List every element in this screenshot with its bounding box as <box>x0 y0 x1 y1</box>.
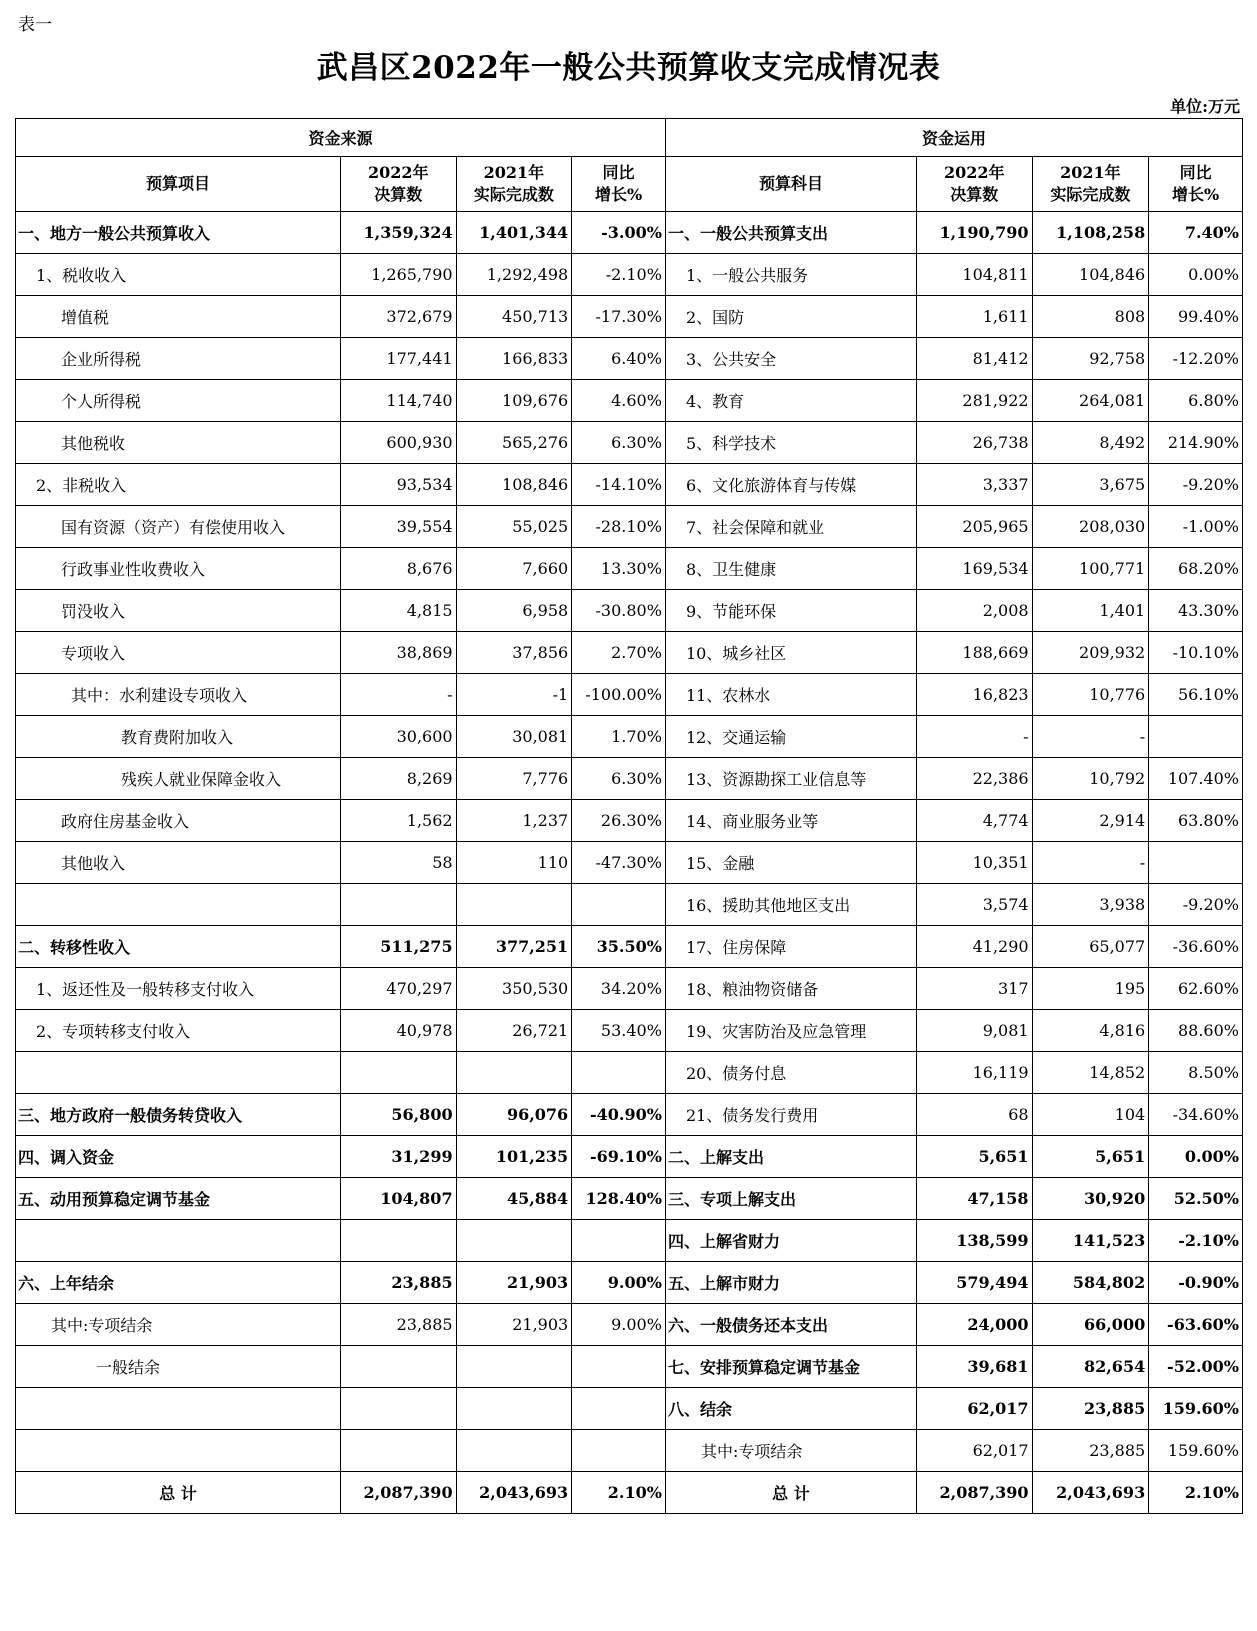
use-2022-value: 3,574 <box>916 884 1032 926</box>
use-2022-value: 16,119 <box>916 1052 1032 1094</box>
source-growth-value: 35.50% <box>572 926 666 968</box>
source-2022-value: 56,800 <box>340 1094 456 1136</box>
source-growth-value: -14.10% <box>572 464 666 506</box>
use-2022-value: 169,534 <box>916 548 1032 590</box>
source-2021-value: -1 <box>456 674 572 716</box>
source-2021-value <box>456 1220 572 1262</box>
source-2021-value: 55,025 <box>456 506 572 548</box>
source-2022-value: 511,275 <box>340 926 456 968</box>
use-item-name: 五、上解市财力 <box>665 1262 916 1304</box>
use-item-name: 17、住房保障 <box>665 926 916 968</box>
table-row <box>16 1388 1243 1430</box>
source-growth-value: 6.30% <box>572 758 666 800</box>
use-growth-value: -34.60% <box>1149 1094 1243 1136</box>
use-item-name: 16、援助其他地区支出 <box>665 884 916 926</box>
use-item-name: 12、交通运输 <box>665 716 916 758</box>
source-item-name: 三、地方政府一般债务转贷收入 <box>16 1094 341 1136</box>
source-item-name <box>16 1430 341 1472</box>
source-2021-value: 6,958 <box>456 590 572 632</box>
source-growth-value: -69.10% <box>572 1136 666 1178</box>
use-growth-value: 88.60% <box>1149 1010 1243 1052</box>
source-item-name: 1、税收收入 <box>16 254 341 296</box>
use-2022-value: 81,412 <box>916 338 1032 380</box>
col-yoy-growth: 同比 增长% <box>572 157 666 212</box>
use-item-name: 2、国防 <box>665 296 916 338</box>
table-row <box>16 506 1243 548</box>
use-growth-value <box>1149 842 1243 884</box>
col-budget-subject: 预算科目 <box>665 157 916 212</box>
use-2021-value: 10,792 <box>1032 758 1149 800</box>
source-item-name: 其中：水利建设专项收入 <box>16 674 341 716</box>
source-item-name: 其中:专项结余 <box>16 1304 341 1346</box>
col-yoy-growth-right: 同比 增长% <box>1149 157 1243 212</box>
source-growth-value <box>572 884 666 926</box>
table-row <box>16 338 1243 380</box>
use-growth-value: -9.20% <box>1149 464 1243 506</box>
use-growth-value: -2.10% <box>1149 1220 1243 1262</box>
table-row <box>16 716 1243 758</box>
use-growth-value: 7.40% <box>1149 212 1243 254</box>
use-2021-value: 208,030 <box>1032 506 1149 548</box>
source-growth-value <box>572 1346 666 1388</box>
use-2022-value: 205,965 <box>916 506 1032 548</box>
use-growth-value: 6.80% <box>1149 380 1243 422</box>
source-item-name: 教育费附加收入 <box>16 716 341 758</box>
source-2022-value: - <box>340 674 456 716</box>
source-2021-value: 1,401,344 <box>456 212 572 254</box>
use-2021-value: 2,914 <box>1032 800 1149 842</box>
source-total-label: 总 计 <box>16 1472 341 1514</box>
use-growth-value: 159.60% <box>1149 1388 1243 1430</box>
source-2021-value: 21,903 <box>456 1304 572 1346</box>
table-row <box>16 884 1243 926</box>
use-2021-value: 3,938 <box>1032 884 1149 926</box>
use-item-name: 3、公共安全 <box>665 338 916 380</box>
source-2021-value: 45,884 <box>456 1178 572 1220</box>
use-growth-value: 0.00% <box>1149 254 1243 296</box>
use-2022-value: 104,811 <box>916 254 1032 296</box>
source-2021-value: 96,076 <box>456 1094 572 1136</box>
use-2022-value: 39,681 <box>916 1346 1032 1388</box>
use-growth-value: -12.20% <box>1149 338 1243 380</box>
use-2022-value: 281,922 <box>916 380 1032 422</box>
unit-label: 单位:万元 <box>1170 97 1240 116</box>
source-item-name: 一般结余 <box>16 1346 341 1388</box>
use-item-name: 15、金融 <box>665 842 916 884</box>
source-total-growth: 2.10% <box>572 1472 666 1514</box>
use-2021-value: - <box>1032 842 1149 884</box>
use-2021-value: 82,654 <box>1032 1346 1149 1388</box>
use-item-name: 11、农林水 <box>665 674 916 716</box>
use-growth-value: 52.50% <box>1149 1178 1243 1220</box>
table-row <box>16 380 1243 422</box>
use-2021-value: 1,401 <box>1032 590 1149 632</box>
total-row <box>16 1472 1243 1514</box>
use-item-name: 18、粮油物资储备 <box>665 968 916 1010</box>
use-2022-value: 41,290 <box>916 926 1032 968</box>
source-growth-value: 13.30% <box>572 548 666 590</box>
source-2021-value: 1,237 <box>456 800 572 842</box>
use-2021-value: - <box>1032 716 1149 758</box>
source-item-name: 专项收入 <box>16 632 341 674</box>
use-2021-value: 3,675 <box>1032 464 1149 506</box>
source-item-name <box>16 1052 341 1094</box>
use-item-name: 一、一般公共预算支出 <box>665 212 916 254</box>
use-2021-value: 100,771 <box>1032 548 1149 590</box>
use-item-name: 10、城乡社区 <box>665 632 916 674</box>
col-2022-final-right: 2022年 决算数 <box>916 157 1032 212</box>
source-2022-value: 600,930 <box>340 422 456 464</box>
table-row <box>16 632 1243 674</box>
use-item-name: 8、卫生健康 <box>665 548 916 590</box>
source-growth-value: 4.60% <box>572 380 666 422</box>
use-growth-value: 63.80% <box>1149 800 1243 842</box>
source-growth-value: -47.30% <box>572 842 666 884</box>
use-2022-value: 317 <box>916 968 1032 1010</box>
use-2022-value: 62,017 <box>916 1430 1032 1472</box>
source-2021-value: 7,776 <box>456 758 572 800</box>
source-item-name <box>16 1388 341 1430</box>
source-growth-value: -28.10% <box>572 506 666 548</box>
use-2021-value: 104 <box>1032 1094 1149 1136</box>
use-growth-value: -36.60% <box>1149 926 1243 968</box>
table-row <box>16 1430 1243 1472</box>
source-growth-value: 34.20% <box>572 968 666 1010</box>
use-item-name: 三、专项上解支出 <box>665 1178 916 1220</box>
source-2021-value <box>456 1430 572 1472</box>
table-row <box>16 1094 1243 1136</box>
use-2022-value: 24,000 <box>916 1304 1032 1346</box>
use-2021-value: 1,108,258 <box>1032 212 1149 254</box>
table-row <box>16 1346 1243 1388</box>
use-2022-value: 5,651 <box>916 1136 1032 1178</box>
source-2022-value <box>340 1346 456 1388</box>
source-2021-value: 101,235 <box>456 1136 572 1178</box>
use-growth-value: -0.90% <box>1149 1262 1243 1304</box>
source-item-name: 六、上年结余 <box>16 1262 341 1304</box>
use-growth-value: 214.90% <box>1149 422 1243 464</box>
source-2022-value: 93,534 <box>340 464 456 506</box>
use-2021-value: 209,932 <box>1032 632 1149 674</box>
source-2022-value: 31,299 <box>340 1136 456 1178</box>
source-item-name: 政府住房基金收入 <box>16 800 341 842</box>
funding-source-header: 资金来源 <box>16 119 666 157</box>
use-growth-value: 8.50% <box>1149 1052 1243 1094</box>
source-2022-value: 40,978 <box>340 1010 456 1052</box>
use-2022-value: 62,017 <box>916 1388 1032 1430</box>
source-item-name: 1、返还性及一般转移支付收入 <box>16 968 341 1010</box>
column-header-row <box>16 157 1243 212</box>
use-2022-value: 4,774 <box>916 800 1032 842</box>
source-item-name: 五、动用预算稳定调节基金 <box>16 1178 341 1220</box>
source-growth-value: 128.40% <box>572 1178 666 1220</box>
source-2021-value: 26,721 <box>456 1010 572 1052</box>
table-row <box>16 800 1243 842</box>
use-growth-value: 0.00% <box>1149 1136 1243 1178</box>
source-growth-value <box>572 1388 666 1430</box>
source-2021-value: 377,251 <box>456 926 572 968</box>
source-2021-value <box>456 1346 572 1388</box>
source-growth-value: -30.80% <box>572 590 666 632</box>
table-row <box>16 464 1243 506</box>
source-growth-value: 6.40% <box>572 338 666 380</box>
source-growth-value: 53.40% <box>572 1010 666 1052</box>
use-2022-value: 1,611 <box>916 296 1032 338</box>
use-2022-value: 579,494 <box>916 1262 1032 1304</box>
source-2022-value: 372,679 <box>340 296 456 338</box>
use-2021-value: 808 <box>1032 296 1149 338</box>
use-2021-value: 584,802 <box>1032 1262 1149 1304</box>
use-2021-value: 141,523 <box>1032 1220 1149 1262</box>
source-2022-value <box>340 1388 456 1430</box>
source-2021-value: 110 <box>456 842 572 884</box>
use-2022-value: 47,158 <box>916 1178 1032 1220</box>
col-budget-item: 预算项目 <box>16 157 341 212</box>
source-item-name: 二、转移性收入 <box>16 926 341 968</box>
source-item-name: 2、非税收入 <box>16 464 341 506</box>
source-item-name: 行政事业性收费收入 <box>16 548 341 590</box>
source-item-name: 企业所得税 <box>16 338 341 380</box>
source-item-name: 四、调入资金 <box>16 1136 341 1178</box>
col-2021-actual: 2021年 实际完成数 <box>456 157 572 212</box>
use-item-name: 二、上解支出 <box>665 1136 916 1178</box>
use-2021-value: 8,492 <box>1032 422 1149 464</box>
table-row <box>16 1052 1243 1094</box>
table-row <box>16 926 1243 968</box>
use-total-2022: 2,087,390 <box>916 1472 1032 1514</box>
source-2022-value: 470,297 <box>340 968 456 1010</box>
source-2022-value: 1,562 <box>340 800 456 842</box>
source-2021-value: 1,292,498 <box>456 254 572 296</box>
use-growth-value: -52.00% <box>1149 1346 1243 1388</box>
source-item-name: 一、地方一般公共预算收入 <box>16 212 341 254</box>
use-item-name: 7、社会保障和就业 <box>665 506 916 548</box>
source-2022-value: 8,269 <box>340 758 456 800</box>
source-2022-value: 23,885 <box>340 1262 456 1304</box>
use-2021-value: 5,651 <box>1032 1136 1149 1178</box>
source-growth-value: 9.00% <box>572 1262 666 1304</box>
source-item-name: 其他收入 <box>16 842 341 884</box>
use-2021-value: 65,077 <box>1032 926 1149 968</box>
use-2021-value: 10,776 <box>1032 674 1149 716</box>
source-2021-value: 7,660 <box>456 548 572 590</box>
source-growth-value: -40.90% <box>572 1094 666 1136</box>
col-2022-final: 2022年 决算数 <box>340 157 456 212</box>
source-2021-value: 108,846 <box>456 464 572 506</box>
table-row <box>16 1136 1243 1178</box>
use-item-name: 13、资源勘探工业信息等 <box>665 758 916 800</box>
table-row <box>16 674 1243 716</box>
table-row <box>16 1010 1243 1052</box>
use-growth-value <box>1149 716 1243 758</box>
use-growth-value: 43.30% <box>1149 590 1243 632</box>
source-item-name: 残疾人就业保障金收入 <box>16 758 341 800</box>
source-growth-value: 1.70% <box>572 716 666 758</box>
use-item-name: 六、一般债务还本支出 <box>665 1304 916 1346</box>
source-growth-value: 9.00% <box>572 1304 666 1346</box>
use-2022-value: 1,190,790 <box>916 212 1032 254</box>
source-2021-value: 565,276 <box>456 422 572 464</box>
source-2021-value: 37,856 <box>456 632 572 674</box>
source-2021-value <box>456 884 572 926</box>
source-total-2021: 2,043,693 <box>456 1472 572 1514</box>
source-growth-value: 6.30% <box>572 422 666 464</box>
source-2022-value <box>340 1052 456 1094</box>
source-2022-value: 39,554 <box>340 506 456 548</box>
use-2022-value: 22,386 <box>916 758 1032 800</box>
use-item-name: 20、债务付息 <box>665 1052 916 1094</box>
use-growth-value: 56.10% <box>1149 674 1243 716</box>
use-item-name: 七、安排预算稳定调节基金 <box>665 1346 916 1388</box>
source-2021-value <box>456 1388 572 1430</box>
use-item-name: 6、文化旅游体育与传媒 <box>665 464 916 506</box>
use-2022-value: 68 <box>916 1094 1032 1136</box>
source-item-name: 其他税收 <box>16 422 341 464</box>
use-2022-value: 9,081 <box>916 1010 1032 1052</box>
table-row <box>16 590 1243 632</box>
source-2021-value <box>456 1052 572 1094</box>
source-2021-value: 166,833 <box>456 338 572 380</box>
source-growth-value: -2.10% <box>572 254 666 296</box>
use-item-name: 19、灾害防治及应急管理 <box>665 1010 916 1052</box>
source-2022-value <box>340 1430 456 1472</box>
use-2022-value: 188,669 <box>916 632 1032 674</box>
source-growth-value: 2.70% <box>572 632 666 674</box>
source-item-name: 增值税 <box>16 296 341 338</box>
use-2022-value: 3,337 <box>916 464 1032 506</box>
use-2022-value: 138,599 <box>916 1220 1032 1262</box>
source-growth-value: -3.00% <box>572 212 666 254</box>
use-item-name: 14、商业服务业等 <box>665 800 916 842</box>
source-2021-value: 109,676 <box>456 380 572 422</box>
use-2021-value: 195 <box>1032 968 1149 1010</box>
source-2021-value: 350,530 <box>456 968 572 1010</box>
table-row <box>16 422 1243 464</box>
source-growth-value <box>572 1430 666 1472</box>
use-growth-value: -10.10% <box>1149 632 1243 674</box>
source-2022-value <box>340 1220 456 1262</box>
source-item-name <box>16 1220 341 1262</box>
table-row <box>16 212 1243 254</box>
use-item-name: 1、一般公共服务 <box>665 254 916 296</box>
source-2022-value: 114,740 <box>340 380 456 422</box>
use-item-name: 八、结余 <box>665 1388 916 1430</box>
use-item-name: 四、上解省财力 <box>665 1220 916 1262</box>
use-growth-value: -63.60% <box>1149 1304 1243 1346</box>
use-growth-value: 159.60% <box>1149 1430 1243 1472</box>
use-2021-value: 104,846 <box>1032 254 1149 296</box>
use-growth-value: -9.20% <box>1149 884 1243 926</box>
use-item-name: 21、债务发行费用 <box>665 1094 916 1136</box>
source-2021-value: 30,081 <box>456 716 572 758</box>
page-title: 武昌区2022年一般公共预算收支完成情况表 <box>316 50 941 86</box>
source-total-2022: 2,087,390 <box>340 1472 456 1514</box>
use-2021-value: 92,758 <box>1032 338 1149 380</box>
table-row <box>16 548 1243 590</box>
use-2022-value: 2,008 <box>916 590 1032 632</box>
col-2021-actual-right: 2021年 实际完成数 <box>1032 157 1149 212</box>
source-2021-value: 21,903 <box>456 1262 572 1304</box>
source-2022-value: 23,885 <box>340 1304 456 1346</box>
table-row <box>16 968 1243 1010</box>
use-2021-value: 66,000 <box>1032 1304 1149 1346</box>
source-growth-value <box>572 1052 666 1094</box>
use-2021-value: 23,885 <box>1032 1430 1149 1472</box>
source-2022-value: 1,265,790 <box>340 254 456 296</box>
source-item-name <box>16 884 341 926</box>
table-row <box>16 1220 1243 1262</box>
source-2022-value: 177,441 <box>340 338 456 380</box>
use-total-label: 总 计 <box>665 1472 916 1514</box>
use-item-name: 9、节能环保 <box>665 590 916 632</box>
source-2022-value: 4,815 <box>340 590 456 632</box>
source-2022-value <box>340 884 456 926</box>
source-growth-value <box>572 1220 666 1262</box>
use-2021-value: 4,816 <box>1032 1010 1149 1052</box>
source-growth-value: -17.30% <box>572 296 666 338</box>
source-2022-value: 58 <box>340 842 456 884</box>
source-2022-value: 8,676 <box>340 548 456 590</box>
use-item-name: 5、科学技术 <box>665 422 916 464</box>
use-item-name: 4、教育 <box>665 380 916 422</box>
table-row <box>16 1178 1243 1220</box>
source-2021-value: 450,713 <box>456 296 572 338</box>
use-2021-value: 30,920 <box>1032 1178 1149 1220</box>
source-2022-value: 38,869 <box>340 632 456 674</box>
source-item-name: 2、专项转移支付收入 <box>16 1010 341 1052</box>
use-total-2021: 2,043,693 <box>1032 1472 1149 1514</box>
use-growth-value: 99.40% <box>1149 296 1243 338</box>
use-2022-value: 16,823 <box>916 674 1032 716</box>
table-number-tag: 表一 <box>18 15 52 35</box>
use-2022-value: 26,738 <box>916 422 1032 464</box>
funding-use-header: 资金运用 <box>665 119 1242 157</box>
use-2022-value: 10,351 <box>916 842 1032 884</box>
use-growth-value: 62.60% <box>1149 968 1243 1010</box>
table-row <box>16 842 1243 884</box>
source-2022-value: 30,600 <box>340 716 456 758</box>
table-row <box>16 758 1243 800</box>
use-growth-value: 107.40% <box>1149 758 1243 800</box>
use-2022-value: - <box>916 716 1032 758</box>
section-header-row <box>16 119 1243 157</box>
use-2021-value: 264,081 <box>1032 380 1149 422</box>
use-2021-value: 23,885 <box>1032 1388 1149 1430</box>
use-item-name: 其中:专项结余 <box>665 1430 916 1472</box>
table-row <box>16 296 1243 338</box>
source-2022-value: 1,359,324 <box>340 212 456 254</box>
source-2022-value: 104,807 <box>340 1178 456 1220</box>
table-row <box>16 1304 1243 1346</box>
source-growth-value: -100.00% <box>572 674 666 716</box>
budget-table <box>15 118 1243 1514</box>
use-2021-value: 14,852 <box>1032 1052 1149 1094</box>
use-growth-value: -1.00% <box>1149 506 1243 548</box>
use-total-growth: 2.10% <box>1149 1472 1243 1514</box>
source-item-name: 个人所得税 <box>16 380 341 422</box>
table-row <box>16 1262 1243 1304</box>
use-growth-value: 68.20% <box>1149 548 1243 590</box>
source-growth-value: 26.30% <box>572 800 666 842</box>
source-item-name: 罚没收入 <box>16 590 341 632</box>
table-row <box>16 254 1243 296</box>
source-item-name: 国有资源（资产）有偿使用收入 <box>16 506 341 548</box>
